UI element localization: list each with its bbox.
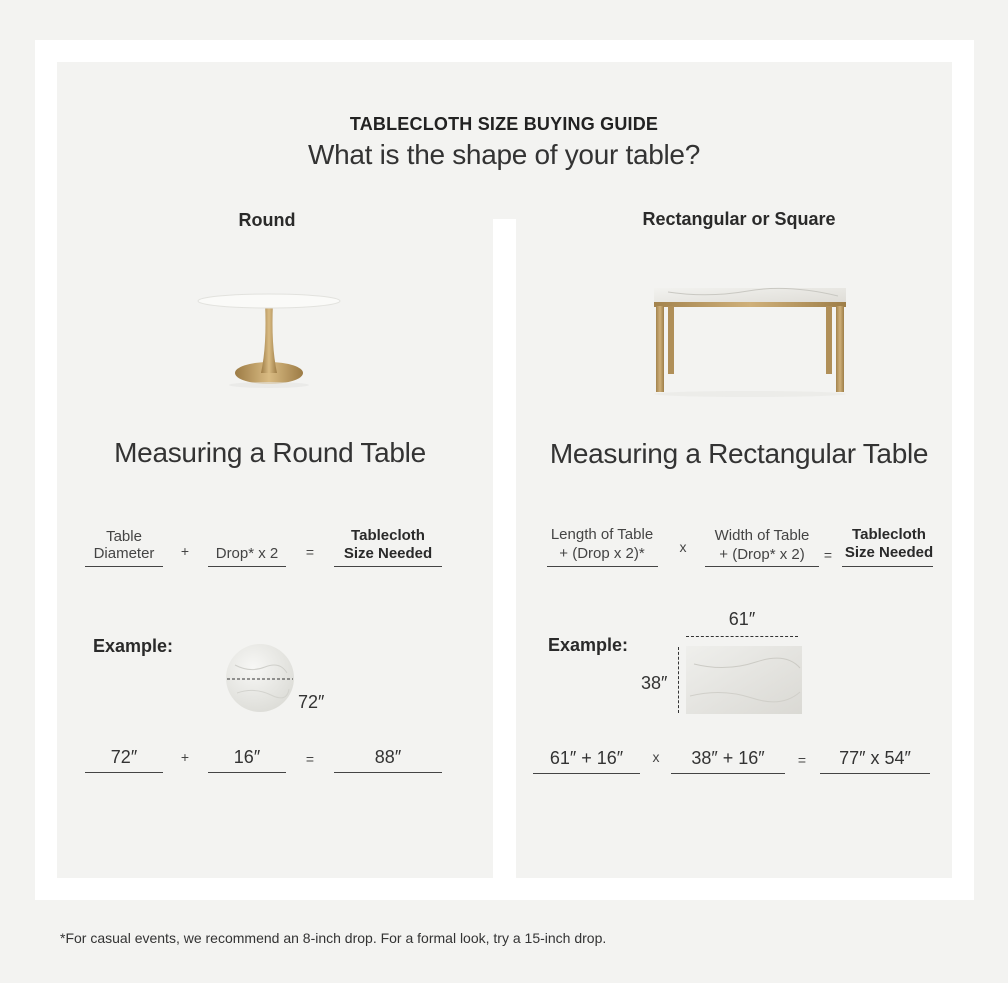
rect-measure-title: Measuring a Rectangular Table — [549, 438, 929, 469]
round-term-diameter-line1: Table — [106, 528, 142, 545]
round-term-result-line2: Size Needed — [343, 545, 433, 562]
rect-example-result: 77″ x 54″ — [839, 748, 911, 768]
rect-example-op2: = — [797, 752, 807, 768]
round-example-v2-underline — [208, 772, 286, 773]
rect-example-v1: 61″ + 16″ — [549, 748, 624, 768]
rect-term-length-line2: + (Drop x 2)* — [559, 545, 645, 562]
round-example-v1-underline — [85, 772, 163, 773]
round-term-result — [334, 527, 442, 563]
rect-term-width-underline — [705, 566, 819, 567]
round-table-image — [195, 285, 345, 395]
rect-term-width-line2: + (Drop* x 2) — [719, 546, 805, 563]
round-term-drop-underline — [208, 566, 286, 567]
round-example-label: Example: — [93, 636, 174, 656]
rect-width-label: 38″ — [641, 673, 668, 693]
round-term-diameter-underline — [85, 566, 163, 567]
round-term-diameter-line2: Diameter — [93, 545, 155, 562]
rect-table-image — [648, 282, 852, 402]
rect-term-result-underline — [842, 566, 933, 567]
rect-example-result-underline — [820, 773, 930, 774]
round-term-result-line1: Tablecloth — [351, 527, 425, 544]
round-example-result: 88″ — [374, 747, 402, 767]
round-diameter-label: 72″ — [298, 692, 325, 712]
round-term-drop: Drop* x 2 — [215, 545, 279, 562]
round-op-equals: = — [305, 544, 315, 560]
rect-example-v2-underline — [671, 773, 785, 774]
rect-term-result-line1: Tablecloth — [852, 526, 926, 543]
rect-example-v1-underline — [533, 773, 640, 774]
rect-example-label: Example: — [548, 635, 629, 655]
footnote: *For casual events, we recommend an 8-inch drop. For a formal look, try a 15-inch drop. — [60, 930, 607, 946]
rect-example-op1: x — [652, 749, 660, 765]
rect-example-v2: 38″ + 16″ — [691, 748, 765, 768]
round-example-v1: 72″ — [110, 747, 138, 767]
rect-title: Rectangular or Square — [642, 209, 836, 229]
round-term-result-underline — [334, 566, 442, 567]
rect-width-dashes — [678, 647, 679, 713]
rect-marble-icon — [686, 646, 802, 714]
round-example-op2: = — [305, 751, 315, 767]
rect-term-width-line1: Width of Table — [714, 527, 810, 544]
rect-term-result-line2: Size Needed — [844, 544, 934, 561]
round-measure-title: Measuring a Round Table — [114, 437, 426, 468]
round-op-plus: + — [180, 543, 190, 559]
rect-term-length-line1: Length of Table — [550, 526, 654, 543]
round-term-diameter — [85, 528, 163, 562]
rect-term-width — [705, 527, 819, 563]
rect-op-times: x — [679, 539, 687, 555]
rect-term-result — [838, 526, 940, 562]
rect-length-label: 61″ — [728, 609, 756, 629]
round-marble-icon — [225, 643, 297, 715]
round-title: Round — [238, 210, 296, 230]
guide-title: TABLECLOTH SIZE BUYING GUIDE — [349, 114, 659, 134]
rect-length-dashes — [686, 636, 798, 637]
rect-term-length — [545, 526, 659, 562]
round-example-v2: 16″ — [233, 747, 261, 767]
round-example-result-underline — [334, 772, 442, 773]
rect-term-length-underline — [547, 566, 658, 567]
round-example-op1: + — [180, 749, 190, 765]
rect-op-equals: = — [823, 547, 833, 563]
guide-subtitle: What is the shape of your table? — [308, 139, 700, 170]
